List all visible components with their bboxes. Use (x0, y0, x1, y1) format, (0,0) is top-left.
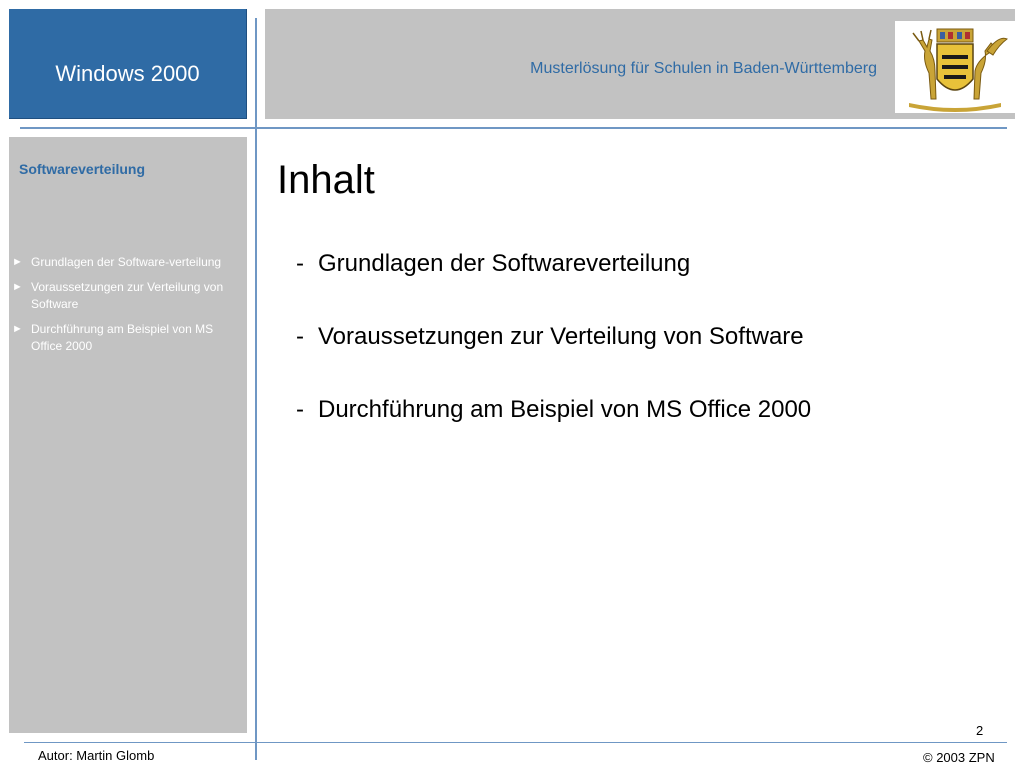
vertical-divider (255, 18, 257, 760)
content-list (296, 250, 811, 469)
dash-bullet: - (296, 250, 304, 277)
list-item-label: Grundlagen der Softwareverteilung (318, 250, 691, 277)
sidebar-item-label: Grundlagen der Software-verteilung (31, 255, 222, 269)
header-banner (265, 9, 1015, 119)
sidebar-item-label: Durchführung am Beispiel von MS Office 2000 (31, 322, 214, 353)
sidebar-title: Softwareverteilung (19, 161, 146, 177)
dash-bullet: - (296, 323, 304, 350)
list-item-label: Durchführung am Beispiel von MS Office 2000 (318, 396, 812, 423)
list-item (296, 250, 811, 323)
arrow-right-icon: ► (12, 256, 23, 268)
arrow-right-icon: ► (12, 323, 23, 335)
sidebar (9, 137, 247, 733)
sidebar-item-grundlagen (12, 254, 240, 271)
arrow-right-icon: ► (12, 281, 23, 293)
page-number: 2 (976, 723, 984, 738)
list-item (296, 396, 811, 469)
list-item-label: Voraussetzungen zur Verteilung von Software (318, 323, 804, 350)
app-title: Windows 2000 (55, 61, 200, 86)
dash-bullet: - (296, 396, 304, 423)
coat-of-arms-icon (895, 21, 1015, 113)
app-title-box (9, 9, 247, 119)
header-subtitle: Musterlösung für Schulen in Baden-Württemberg (530, 60, 877, 77)
sidebar-item-label: Voraussetzungen zur Verteilung von Software (31, 280, 224, 311)
page-title: Inhalt (277, 158, 375, 202)
footer-divider (24, 742, 1007, 743)
sidebar-list (12, 254, 240, 363)
author-credit: Autor: Martin Glomb (38, 748, 155, 763)
sidebar-item-voraussetzungen (12, 279, 240, 313)
list-item (296, 323, 811, 396)
copyright-notice: © 2003 ZPN (923, 750, 995, 765)
header-divider (20, 127, 1007, 129)
sidebar-item-durchfuehrung (12, 321, 240, 355)
